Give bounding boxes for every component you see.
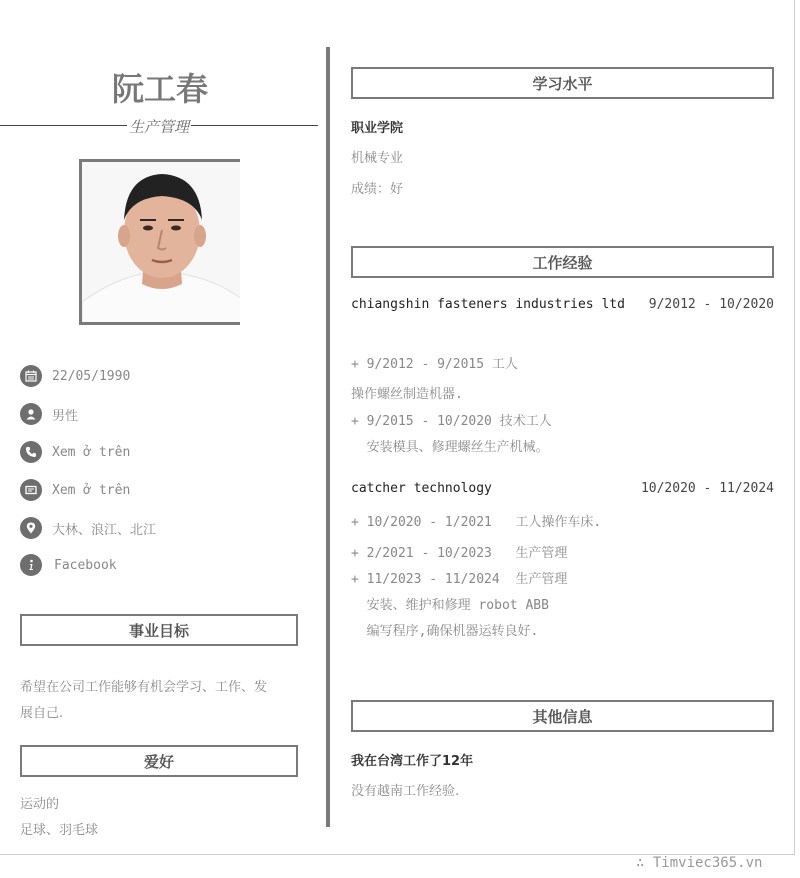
job-2-company: catcher technology bbox=[351, 481, 492, 496]
envelope-icon bbox=[20, 479, 42, 501]
hobbies-line-1: 运动的 bbox=[20, 797, 60, 812]
job-title-label: 生产管理 bbox=[128, 118, 189, 136]
job-2-line-1: + 10/2020 - 1/2021 工人操作车床. bbox=[351, 515, 602, 530]
objective-text bbox=[20, 675, 310, 727]
email-row bbox=[20, 478, 130, 502]
phone-icon bbox=[20, 441, 42, 463]
hobbies-text bbox=[20, 792, 310, 844]
social-value[interactable]: Facebook bbox=[54, 557, 117, 573]
email-value: Xem ở trên bbox=[52, 482, 131, 498]
address-row bbox=[20, 516, 156, 540]
school-name: 职业学院 bbox=[351, 121, 404, 136]
column-divider bbox=[326, 47, 330, 827]
job-title bbox=[0, 116, 318, 137]
phone-row bbox=[20, 440, 130, 464]
footer-brand[interactable]: ∴ Timviec365.vn bbox=[636, 855, 763, 871]
other-title: 我在台湾工作了12年 bbox=[351, 754, 474, 769]
job-1-company: chiangshin fasteners industries ltd bbox=[351, 297, 625, 312]
other-text: 没有越南工作经验. bbox=[351, 784, 460, 799]
gender-value: 男性 bbox=[52, 408, 79, 424]
job-2-line-4: 安装、维护和修理 robot ABB bbox=[351, 598, 549, 613]
job-2-line-3: + 11/2023 - 11/2024 生产管理 bbox=[351, 572, 568, 587]
job-1-period: 9/2012 - 10/2020 bbox=[648, 297, 774, 312]
objective-heading: 事业目标 bbox=[20, 614, 298, 646]
other-heading: 其他信息 bbox=[351, 700, 774, 732]
info-icon bbox=[20, 554, 42, 576]
dob-row bbox=[20, 364, 130, 388]
profile-photo bbox=[79, 159, 240, 325]
objective-line-2: 展自己. bbox=[20, 706, 64, 721]
grade: 成绩：好 bbox=[351, 182, 404, 197]
job-2-line-2: + 2/2021 - 10/2023 生产管理 bbox=[351, 546, 568, 561]
job-1-line-4: 安装模具、修理螺丝生产机械。 bbox=[351, 440, 549, 455]
major: 机械专业 bbox=[351, 151, 404, 166]
address-value: 大林、浪江、北江 bbox=[52, 522, 157, 538]
user-icon bbox=[20, 403, 42, 425]
location-pin-icon bbox=[20, 517, 42, 539]
calendar-icon bbox=[20, 365, 42, 387]
hobbies-line-2: 足球、羽毛球 bbox=[20, 823, 99, 838]
dob-value: 22/05/1990 bbox=[52, 368, 131, 384]
job-2-line-5: 编写程序,确保机器运转良好. bbox=[351, 624, 539, 639]
phone-value: Xem ở trên bbox=[52, 444, 131, 460]
hobbies-heading: 爱好 bbox=[20, 745, 298, 777]
gender-row bbox=[20, 402, 78, 426]
job-1-line-3: + 9/2015 - 10/2020 技术工人 bbox=[351, 414, 552, 429]
candidate-name: 阮工春 bbox=[111, 70, 208, 108]
education-heading: 学习水平 bbox=[351, 67, 774, 99]
page-border-right bbox=[794, 0, 795, 855]
social-row[interactable] bbox=[20, 553, 117, 577]
experience-heading: 工作经验 bbox=[351, 246, 774, 278]
objective-line-1: 希望在公司工作能够有机会学习、工作、发 bbox=[20, 680, 268, 695]
job-1-line-1: + 9/2012 - 9/2015 工人 bbox=[351, 357, 518, 372]
job-1-line-2: 操作螺丝制造机器. bbox=[351, 387, 463, 402]
job-2-period: 10/2020 - 11/2024 bbox=[640, 481, 774, 496]
